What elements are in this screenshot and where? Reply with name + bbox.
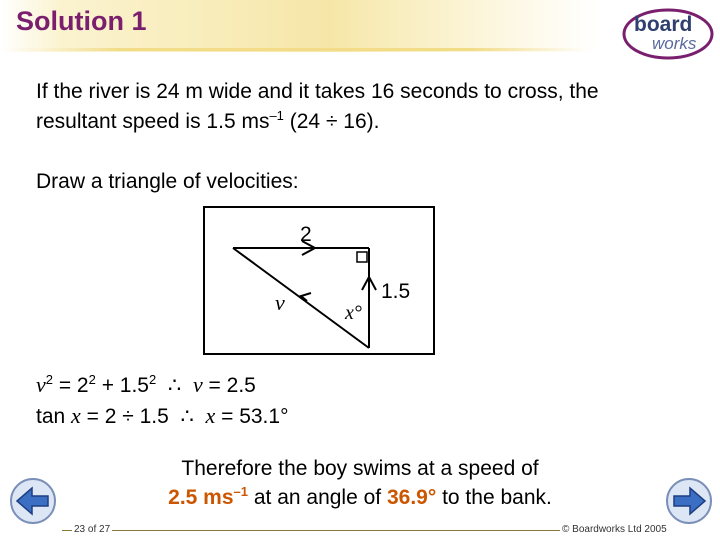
resultant-side (233, 248, 369, 348)
previous-slide-button[interactable] (8, 476, 58, 526)
conclusion-mid: at an angle of (248, 486, 387, 509)
eq1-sq1: 2 (45, 372, 53, 387)
next-slide-button[interactable] (664, 476, 714, 526)
footer-line-middle (110, 530, 560, 531)
label-angle: x° (345, 302, 362, 324)
eq2-x1: x (71, 403, 81, 428)
conclusion-post: to the bank. (436, 486, 552, 509)
eq1-result: = 2.5 (202, 374, 256, 397)
velocity-triangle-diagram (203, 206, 435, 355)
eq2-result: = 53.1° (215, 405, 289, 428)
title-bar (0, 0, 720, 52)
eq1-therefore: ∴ (156, 374, 193, 397)
logo-text-top: board (634, 13, 693, 36)
eq2-x2: x (205, 403, 216, 428)
copyright-text: © Boardworks Ltd 2005 (562, 524, 667, 535)
eq1-sq2: 2 (88, 372, 96, 387)
equation-pythagoras (36, 372, 256, 398)
label-top: 2 (300, 223, 312, 246)
intro-line-1: If the river is 24 m wide and it takes 16 seconds to cross, the (36, 80, 599, 103)
logo-text-bottom: works (652, 34, 697, 53)
conclusion-line-1: Therefore the boy swims at a speed of (181, 457, 539, 480)
boardworks-logo (622, 4, 718, 62)
eq2-mid: = 2 ÷ 1.5 ∴ (80, 405, 206, 428)
eq1-v2: v (192, 372, 203, 397)
intro-line-2 (36, 110, 380, 134)
eq1-sq3: 2 (149, 372, 157, 387)
eq1-v: v (36, 372, 46, 397)
title-underline (0, 48, 590, 51)
conclusion-line-2 (0, 486, 720, 510)
equation-tan (36, 403, 288, 429)
intro-line-2-pre: resultant speed is 1.5 ms (36, 110, 270, 133)
eq1-mid1: = 2 (53, 374, 89, 397)
eq2-pre: tan (36, 405, 72, 428)
label-right: 1.5 (381, 280, 411, 303)
left-arrow-icon (8, 476, 58, 526)
intro-unit-exponent: –1 (269, 108, 284, 123)
answer-speed: 2.5 ms (168, 486, 234, 509)
eq1-mid2: + 1.5 (95, 374, 149, 397)
instruction-text: Draw a triangle of velocities: (36, 170, 299, 193)
triangle-svg (205, 208, 433, 353)
right-angle-marker (357, 252, 367, 262)
answer-speed-exponent: –1 (233, 484, 249, 499)
intro-line-2-post: (24 ÷ 16). (283, 110, 380, 133)
page-title: Solution 1 (16, 6, 147, 36)
label-hypotenuse: v (275, 290, 285, 315)
page-counter: 23 of 27 (74, 524, 111, 535)
answer-angle: 36.9° (386, 486, 437, 509)
right-arrow-icon (664, 476, 714, 526)
